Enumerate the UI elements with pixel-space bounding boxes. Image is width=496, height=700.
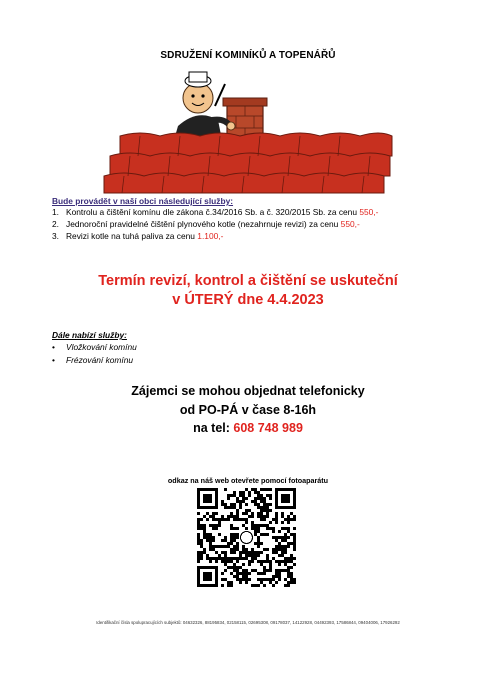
chimney-sweep-illustration (100, 64, 400, 194)
footer-ids: Identifikační čísla spolupracujících subjektů: 04632326, 88195834, 02158115, 02695308, 09178037, 14122928, 04492393, 17586844, 09404006, 17926292 (96, 620, 400, 625)
service-price: 550,- (340, 219, 360, 229)
list-item: • Frézování komínu (52, 354, 134, 365)
service-price: 550,- (359, 207, 379, 217)
page-title: SDRUŽENÍ KOMINÍKŮ A TOPENÁŘŮ (160, 50, 336, 61)
qr-code[interactable] (197, 488, 296, 587)
service-item: 3. Revizi kotle na tuhá paliva za cenu 1.100,- (52, 231, 224, 241)
announcement-date: v ÚTERÝ dne 4.4.2023 (172, 292, 324, 308)
more-services-heading: Dále nabízí služby: (52, 330, 127, 340)
service-price: 1.100,- (197, 231, 224, 241)
list-item: • Vložkování komínu (52, 342, 137, 352)
services-heading: Bude provádět v naší obci následující služby: (52, 196, 234, 206)
bullet-icon: • (52, 354, 55, 365)
phone-number[interactable]: 608 748 989 (233, 421, 303, 435)
services-list (52, 206, 378, 242)
more-services-list (52, 341, 137, 366)
qr-caption: odkaz na náš web otevřete pomocí fotoaparátu (167, 476, 329, 485)
contact-info: Zájemci se mohou objednat telefonicky od PO-PÁ v čase 8-16h na tel: 608 748 989 (131, 384, 365, 435)
bullet-icon: • (52, 342, 55, 352)
service-item: 2. Jednoroční pravidelné čištění plynového kotle (nezahrnuje revizi) za cenu 550,- (52, 219, 360, 229)
announcement-line: Termín revizí, kontrol a čištění se uskuteční (98, 273, 398, 289)
announcement (0, 272, 496, 310)
service-item: 1. Kontrolu a čištění komínu dle zákona č.34/2016 Sb. a č. 320/2015 Sb. za cenu 550,- (52, 207, 379, 217)
